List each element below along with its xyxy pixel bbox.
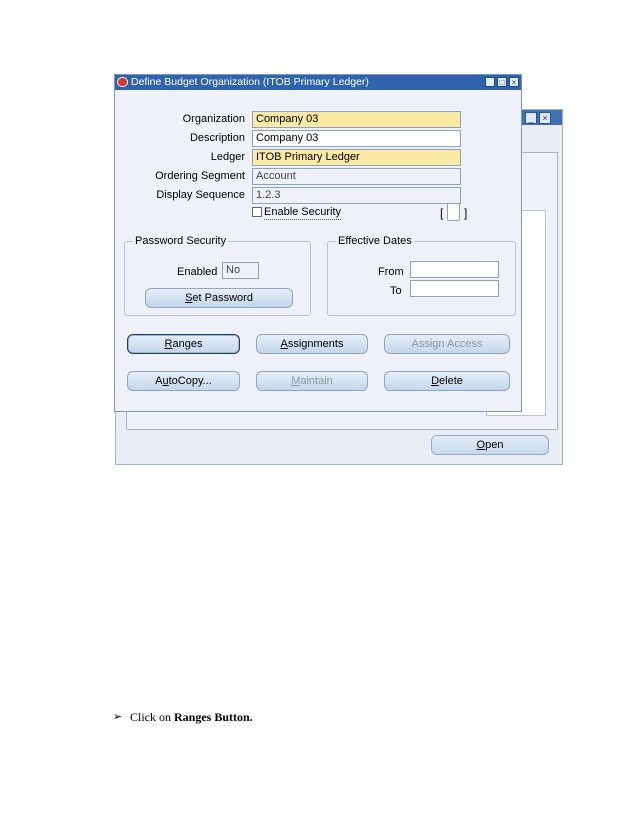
assignments-button[interactable] [256,334,368,354]
oracle-logo-icon [117,77,128,87]
enabled-label: Enabled [177,266,218,278]
ledger-label: Ledger [210,151,245,163]
close-icon[interactable]: × [509,77,519,87]
assignments-mnemonic: A [280,338,288,350]
delete-rest: elete [439,375,463,387]
set-password-button[interactable] [145,288,293,308]
delete-mnemonic: D [431,375,440,387]
to-label: To [390,285,402,297]
instruction-prefix: Click on [130,710,174,724]
enabled-field[interactable]: No [222,262,259,279]
ordering-segment-label: Ordering Segment [155,170,245,182]
define-budget-organization-window [114,74,522,412]
ranges-rest: anges [172,338,203,350]
from-date-field[interactable] [410,261,499,278]
description-field[interactable]: Company 03 [252,130,461,147]
ranges-button[interactable] [127,334,240,354]
ordering-segment-field[interactable]: Account [252,168,461,185]
close-icon[interactable]: × [539,112,551,124]
instruction-bold: Ranges Button. [174,710,253,724]
description-label: Description [189,132,245,144]
set-password-rest: et Password [192,292,253,304]
open-button-mnemonic: O [476,439,486,451]
autocopy-button[interactable] [127,371,240,391]
maximize-icon[interactable]: □ [497,77,507,87]
assignments-rest: ssignments [287,338,344,350]
set-password-mnemonic: S [185,292,193,304]
password-security-group [124,235,311,316]
from-label: From [378,266,404,278]
autocopy-rest: toCopy... [168,375,212,387]
organization-field[interactable]: Company 03 [252,111,461,128]
organization-label: Organization [182,113,245,125]
assign-access-button[interactable]: Assign Access [384,334,510,354]
maintain-mnemonic: M [291,375,301,387]
ledger-field[interactable]: ITOB Primary Ledger [252,149,461,166]
bullet-arrow-icon: ➢ [113,710,123,723]
delete-button[interactable] [384,371,510,391]
display-sequence-label: Display Sequence [156,189,245,201]
enable-security-checkbox[interactable] [252,207,262,217]
instruction-text [130,710,253,725]
window-title: Define Budget Organization (ITOB Primary Ledger) [131,76,369,88]
enable-security-label: Enable Security [264,206,342,218]
open-button-rest: pen [485,439,504,451]
flexfield-bracket-open: [ [440,206,444,220]
maintain-rest: aintain [300,375,333,387]
autocopy-mnemonic: u [162,375,169,387]
minimize-icon[interactable]: _ [485,77,495,87]
ranges-mnemonic: R [164,338,173,350]
open-button[interactable] [431,435,549,455]
effective-dates-title: Effective Dates [338,235,412,247]
effective-dates-group [327,235,516,316]
flexfield-bracket-close: ] [464,206,468,220]
password-security-title: Password Security [135,235,227,247]
display-sequence-field[interactable]: 1.2.3 [252,187,461,204]
window-titlebar [115,75,521,90]
minimize-icon[interactable]: _ [525,112,537,124]
to-date-field[interactable] [410,280,499,297]
descriptive-flexfield[interactable] [447,203,460,221]
maintain-button[interactable] [256,371,368,391]
autocopy-prefix: A [155,375,163,387]
